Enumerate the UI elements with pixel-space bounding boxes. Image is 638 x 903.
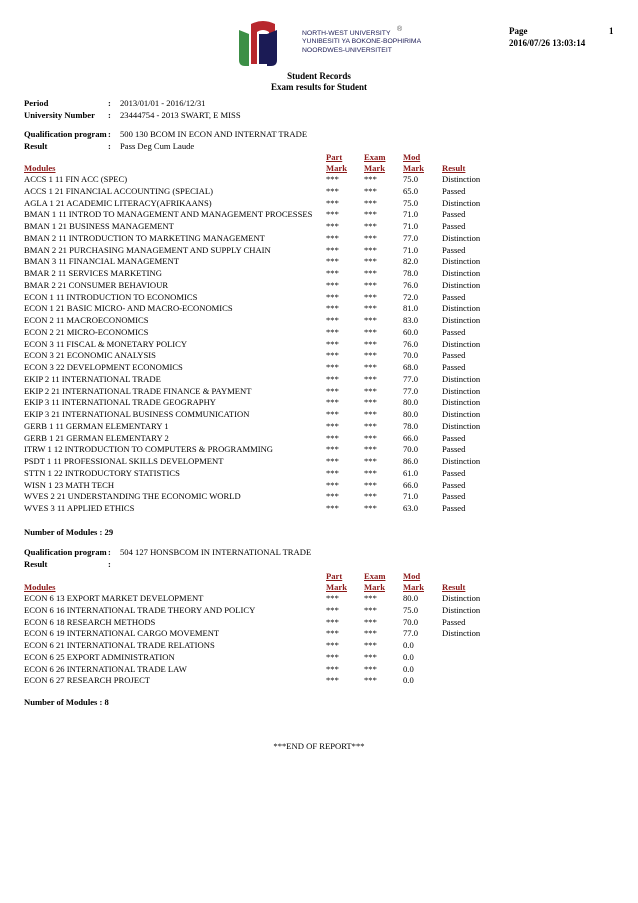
part-mark: *** bbox=[326, 397, 339, 408]
exam-mark: *** bbox=[364, 373, 377, 384]
result-cell: Distinction bbox=[442, 256, 481, 267]
result-colon: : bbox=[108, 559, 111, 569]
mod-mark: 77.0 bbox=[403, 628, 419, 639]
mod-mark: 65.0 bbox=[403, 185, 419, 196]
exam-mark: *** bbox=[364, 268, 377, 278]
exam-mark: *** bbox=[364, 640, 377, 650]
mod-mark: 71.0 bbox=[403, 221, 419, 231]
mod-mark: 0.0 bbox=[403, 651, 414, 662]
header-mod-mark: Mark bbox=[403, 582, 425, 592]
exam-mark: *** bbox=[364, 479, 377, 490]
header-mod: Mod bbox=[403, 152, 421, 162]
exam-mark: *** bbox=[364, 651, 377, 662]
page-label: Page bbox=[509, 26, 528, 36]
result-cell: Distinction bbox=[442, 338, 481, 349]
module-name: ECON 6 19 INTERNATIONAL CARGO MOVEMENT bbox=[24, 628, 220, 639]
university-logo-icon bbox=[233, 20, 293, 68]
part-mark: *** bbox=[326, 315, 339, 325]
university-number-label: University Number bbox=[24, 110, 95, 120]
result-cell: Distinction bbox=[442, 303, 481, 314]
exam-mark: *** bbox=[364, 315, 377, 325]
header-part: Part bbox=[326, 571, 343, 581]
result-cell: Distinction bbox=[442, 409, 481, 419]
report-title: Student Records bbox=[287, 71, 351, 81]
table-row bbox=[24, 280, 624, 292]
module-name: ECON 1 11 INTRODUCTION TO ECONOMICS bbox=[24, 291, 198, 302]
header-exam: Exam bbox=[364, 152, 386, 162]
table-row bbox=[24, 268, 624, 280]
part-mark: *** bbox=[326, 244, 339, 255]
exam-mark: *** bbox=[364, 593, 377, 603]
result-colon: : bbox=[108, 141, 111, 151]
module-name: ECON 6 18 RESEARCH METHODS bbox=[24, 616, 156, 627]
part-mark: *** bbox=[326, 350, 339, 361]
table-row bbox=[24, 292, 624, 304]
end-of-report: ***END OF REPORT*** bbox=[273, 741, 365, 751]
module-name: ECON 6 13 EXPORT MARKET DEVELOPMENT bbox=[24, 593, 204, 603]
module-name: BMAN 1 21 BUSINESS MANAGEMENT bbox=[24, 221, 174, 231]
mod-mark: 76.0 bbox=[403, 338, 419, 349]
page-number: 1 bbox=[609, 26, 614, 36]
mod-mark: 66.0 bbox=[403, 432, 419, 443]
result-cell: Passed bbox=[442, 221, 466, 231]
part-mark: *** bbox=[326, 456, 339, 466]
exam-mark: *** bbox=[364, 420, 377, 431]
table-row bbox=[24, 480, 624, 492]
mod-mark: 86.0 bbox=[403, 456, 419, 466]
university-number-colon: : bbox=[108, 110, 111, 120]
part-mark: *** bbox=[326, 675, 339, 686]
module-name: WISN 1 23 MATH TECH bbox=[24, 479, 115, 490]
report-subtitle: Exam results for Student bbox=[271, 82, 367, 92]
module-count: Number of Modules : 29 bbox=[24, 527, 114, 537]
module-name: GERB 1 21 GERMAN ELEMENTARY 2 bbox=[24, 432, 169, 443]
part-mark: *** bbox=[326, 362, 339, 372]
university-name-af: NOORDWES-UNIVERSITEIT bbox=[302, 46, 392, 54]
module-name: BMAN 3 11 FINANCIAL MANAGEMENT bbox=[24, 256, 180, 267]
exam-mark: *** bbox=[364, 491, 377, 502]
header-result: Result bbox=[442, 163, 466, 173]
mod-mark: 68.0 bbox=[403, 362, 419, 372]
mod-mark: 75.0 bbox=[403, 197, 419, 208]
module-name: EKIP 2 21 INTERNATIONAL TRADE FINANCE & PAYMENT bbox=[24, 385, 252, 396]
module-name: BMAN 2 21 PURCHASING MANAGEMENT AND SUPPLY CHAIN bbox=[24, 244, 271, 255]
exam-mark: *** bbox=[364, 397, 377, 408]
part-mark: *** bbox=[326, 209, 339, 220]
module-name: ECON 2 11 MACROECONOMICS bbox=[24, 315, 149, 325]
mod-mark: 0.0 bbox=[403, 675, 414, 686]
exam-mark: *** bbox=[364, 209, 377, 220]
part-mark: *** bbox=[326, 221, 339, 231]
module-name: ECON 6 27 RESEARCH PROJECT bbox=[24, 675, 151, 686]
result-cell: Passed bbox=[442, 432, 466, 443]
table-row bbox=[24, 209, 624, 221]
mod-mark: 78.0 bbox=[403, 268, 419, 278]
module-name: ECON 3 22 DEVELOPMENT ECONOMICS bbox=[24, 362, 183, 372]
result-cell: Passed bbox=[442, 209, 466, 220]
exam-mark: *** bbox=[364, 221, 377, 231]
table-row bbox=[24, 174, 624, 186]
university-name bbox=[302, 30, 421, 55]
part-mark: *** bbox=[326, 174, 339, 184]
exam-mark: *** bbox=[364, 444, 377, 455]
mod-mark: 71.0 bbox=[403, 244, 419, 255]
exam-mark: *** bbox=[364, 409, 377, 419]
mod-mark: 77.0 bbox=[403, 232, 419, 243]
table-row bbox=[24, 628, 624, 640]
result-cell: Distinction bbox=[442, 174, 481, 184]
university-name-en: NORTH-WEST UNIVERSITY bbox=[302, 30, 391, 37]
part-mark: *** bbox=[326, 432, 339, 443]
table-row bbox=[24, 233, 624, 245]
module-name: ACCS 1 11 FIN ACC (SPEC) bbox=[24, 174, 128, 184]
result-cell: Distinction bbox=[442, 593, 481, 603]
result-cell: Distinction bbox=[442, 604, 481, 615]
period-value: 2013/01/01 - 2016/12/31 bbox=[120, 98, 206, 108]
part-mark: *** bbox=[326, 593, 339, 603]
exam-mark: *** bbox=[364, 291, 377, 302]
result-cell: Passed bbox=[442, 616, 466, 627]
module-name: EKIP 2 11 INTERNATIONAL TRADE bbox=[24, 373, 161, 384]
table-row bbox=[24, 386, 624, 398]
exam-mark: *** bbox=[364, 256, 377, 267]
table-row bbox=[24, 198, 624, 210]
mod-mark: 83.0 bbox=[403, 315, 419, 325]
mod-mark: 75.0 bbox=[403, 604, 419, 615]
result-cell: Distinction bbox=[442, 268, 481, 278]
part-mark: *** bbox=[326, 385, 339, 396]
exam-mark: *** bbox=[364, 503, 377, 513]
table-row bbox=[24, 421, 624, 433]
table-row bbox=[24, 186, 624, 198]
university-number-value: 23444754 - 2013 SWART, E MISS bbox=[120, 110, 241, 120]
part-mark: *** bbox=[326, 303, 339, 314]
module-name: ACCS 1 21 FINANCIAL ACCOUNTING (SPECIAL) bbox=[24, 185, 213, 196]
part-mark: *** bbox=[326, 326, 339, 337]
exam-mark: *** bbox=[364, 303, 377, 314]
result-cell: Distinction bbox=[442, 373, 481, 384]
part-mark: *** bbox=[326, 640, 339, 650]
part-mark: *** bbox=[326, 420, 339, 431]
table-row bbox=[24, 374, 624, 386]
table-row bbox=[24, 640, 624, 652]
report-datetime: 2016/07/26 13:03:14 bbox=[509, 38, 586, 48]
module-count: Number of Modules : 8 bbox=[24, 697, 109, 707]
mod-mark: 76.0 bbox=[403, 279, 419, 290]
result-cell: Passed bbox=[442, 326, 466, 337]
table-row bbox=[24, 315, 624, 327]
qualification-colon: : bbox=[108, 547, 111, 557]
result-label: Result bbox=[24, 559, 48, 569]
table-row bbox=[24, 303, 624, 315]
header-exam-mark: Mark bbox=[364, 582, 386, 592]
mod-mark: 80.0 bbox=[403, 397, 419, 408]
exam-mark: *** bbox=[364, 628, 377, 639]
part-mark: *** bbox=[326, 409, 339, 419]
mod-mark: 78.0 bbox=[403, 420, 419, 431]
mod-mark: 60.0 bbox=[403, 326, 419, 337]
part-mark: *** bbox=[326, 232, 339, 243]
university-name-tn: YUNIBESITI YA BOKONE-BOPHIRIMA bbox=[302, 38, 422, 46]
result-cell: Passed bbox=[442, 444, 466, 455]
part-mark: *** bbox=[326, 256, 339, 267]
exam-mark: *** bbox=[364, 456, 377, 466]
mod-mark: 70.0 bbox=[403, 616, 419, 627]
result-cell: Passed bbox=[442, 291, 466, 302]
header-part-mark: Mark bbox=[326, 582, 348, 592]
part-mark: *** bbox=[326, 291, 339, 302]
table-row bbox=[24, 409, 624, 421]
qualification-value: 500 130 BCOM IN ECON AND INTERNAT TRADE bbox=[120, 129, 308, 139]
table-row bbox=[24, 468, 624, 480]
table-row bbox=[24, 503, 624, 515]
module-name: EKIP 3 11 INTERNATIONAL TRADE GEOGRAPHY bbox=[24, 397, 216, 408]
mod-mark: 0.0 bbox=[403, 640, 414, 650]
part-mark: *** bbox=[326, 444, 339, 455]
module-name: BMAN 2 11 INTRODUCTION TO MARKETING MANAGEMENT bbox=[24, 232, 265, 243]
module-name: WVES 2 21 UNDERSTANDING THE ECONOMIC WORLD bbox=[24, 491, 241, 502]
module-name: BMAN 1 11 INTROD TO MANAGEMENT AND MANAGEMENT PROCESSES bbox=[24, 209, 313, 220]
part-mark: *** bbox=[326, 628, 339, 639]
result-cell: Passed bbox=[442, 244, 466, 255]
qualification-value: 504 127 HONSBCOM IN INTERNATIONAL TRADE bbox=[120, 547, 312, 557]
part-mark: *** bbox=[326, 651, 339, 662]
table-row bbox=[24, 652, 624, 664]
mod-mark: 80.0 bbox=[403, 593, 419, 603]
module-name: ECON 1 21 BASIC MICRO- AND MACRO-ECONOMICS bbox=[24, 303, 233, 314]
header-mod-mark: Mark bbox=[403, 163, 425, 173]
table-row bbox=[24, 456, 624, 468]
result-cell: Passed bbox=[442, 185, 466, 196]
table-row bbox=[24, 350, 624, 362]
part-mark: *** bbox=[326, 197, 339, 208]
part-mark: *** bbox=[326, 279, 339, 290]
qualification-label: Qualification program bbox=[24, 547, 107, 557]
header-mod: Mod bbox=[403, 571, 421, 581]
mod-mark: 0.0 bbox=[403, 663, 414, 674]
part-mark: *** bbox=[326, 373, 339, 384]
mod-mark: 71.0 bbox=[403, 491, 419, 502]
part-mark: *** bbox=[326, 467, 339, 478]
result-cell: Distinction bbox=[442, 420, 481, 431]
exam-mark: *** bbox=[364, 675, 377, 686]
mod-mark: 77.0 bbox=[403, 373, 419, 384]
exam-mark: *** bbox=[364, 362, 377, 372]
part-mark: *** bbox=[326, 479, 339, 490]
result-cell: Passed bbox=[442, 491, 466, 502]
result-label: Result bbox=[24, 141, 48, 151]
registered-mark: ® bbox=[397, 26, 403, 33]
mod-mark: 82.0 bbox=[403, 256, 419, 267]
exam-mark: *** bbox=[364, 467, 377, 478]
result-cell: Distinction bbox=[442, 385, 481, 396]
mod-mark: 77.0 bbox=[403, 385, 419, 396]
table-row bbox=[24, 327, 624, 339]
period-label: Period bbox=[24, 98, 49, 108]
result-cell: Passed bbox=[442, 467, 466, 478]
result-cell: Distinction bbox=[442, 279, 481, 290]
table-row bbox=[24, 664, 624, 676]
table-row bbox=[24, 433, 624, 445]
mod-mark: 72.0 bbox=[403, 291, 419, 302]
exam-mark: *** bbox=[364, 604, 377, 615]
qualification-colon: : bbox=[108, 129, 111, 139]
exam-mark: *** bbox=[364, 197, 377, 208]
table-row bbox=[24, 593, 624, 605]
module-name: BMAR 2 21 CONSUMER BEHAVIOUR bbox=[24, 279, 169, 290]
part-mark: *** bbox=[326, 604, 339, 615]
part-mark: *** bbox=[326, 503, 339, 513]
exam-mark: *** bbox=[364, 385, 377, 396]
header-part-mark: Mark bbox=[326, 163, 348, 173]
mod-mark: 63.0 bbox=[403, 503, 419, 513]
table-row bbox=[24, 444, 624, 456]
module-name: EKIP 3 21 INTERNATIONAL BUSINESS COMMUNICATION bbox=[24, 409, 250, 419]
result-cell: Distinction bbox=[442, 397, 481, 408]
mod-mark: 70.0 bbox=[403, 444, 419, 455]
table-row bbox=[24, 617, 624, 629]
result-cell: Distinction bbox=[442, 456, 481, 466]
exam-mark: *** bbox=[364, 185, 377, 196]
part-mark: *** bbox=[326, 663, 339, 674]
module-name: ECON 3 21 ECONOMIC ANALYSIS bbox=[24, 350, 156, 361]
exam-mark: *** bbox=[364, 350, 377, 361]
module-name: ECON 6 21 INTERNATIONAL TRADE RELATIONS bbox=[24, 640, 215, 650]
exam-mark: *** bbox=[364, 244, 377, 255]
table-row bbox=[24, 256, 624, 268]
header-modules: Modules bbox=[24, 582, 56, 592]
result-value: Pass Deg Cum Laude bbox=[120, 141, 195, 151]
module-name: ECON 6 16 INTERNATIONAL TRADE THEORY AND POLICY bbox=[24, 604, 256, 615]
module-name: ECON 6 25 EXPORT ADMINISTRATION bbox=[24, 651, 175, 662]
mod-mark: 81.0 bbox=[403, 303, 419, 314]
module-name: ECON 2 21 MICRO-ECONOMICS bbox=[24, 326, 149, 337]
exam-mark: *** bbox=[364, 174, 377, 184]
exam-mark: *** bbox=[364, 232, 377, 243]
header-exam-mark: Mark bbox=[364, 163, 386, 173]
part-mark: *** bbox=[326, 491, 339, 502]
part-mark: *** bbox=[326, 185, 339, 196]
exam-mark: *** bbox=[364, 279, 377, 290]
table-row bbox=[24, 362, 624, 374]
qualification-label: Qualification program bbox=[24, 129, 107, 139]
header-part: Part bbox=[326, 152, 343, 162]
table-row bbox=[24, 245, 624, 257]
table-row bbox=[24, 675, 624, 687]
module-name: STTN 1 22 INTRODUCTORY STATISTICS bbox=[24, 467, 180, 478]
module-name: WVES 3 11 APPLIED ETHICS bbox=[24, 503, 135, 513]
exam-mark: *** bbox=[364, 326, 377, 337]
exam-mark: *** bbox=[364, 663, 377, 674]
table-row bbox=[24, 397, 624, 409]
part-mark: *** bbox=[326, 616, 339, 627]
result-cell: Distinction bbox=[442, 628, 481, 639]
header-result: Result bbox=[442, 582, 466, 592]
result-cell: Distinction bbox=[442, 232, 481, 243]
module-name: ITRW 1 12 INTRODUCTION TO COMPUTERS & PROGRAMMING bbox=[24, 444, 273, 455]
header-exam: Exam bbox=[364, 571, 386, 581]
module-name: AGLA 1 21 ACADEMIC LITERACY(AFRIKAANS) bbox=[24, 197, 212, 208]
table-row bbox=[24, 339, 624, 351]
table-row bbox=[24, 491, 624, 503]
mod-mark: 80.0 bbox=[403, 409, 419, 419]
table-row bbox=[24, 221, 624, 233]
part-mark: *** bbox=[326, 338, 339, 349]
exam-mark: *** bbox=[364, 616, 377, 627]
mod-mark: 75.0 bbox=[403, 174, 419, 184]
header-modules: Modules bbox=[24, 163, 56, 173]
mod-mark: 71.0 bbox=[403, 209, 419, 220]
module-name: ECON 6 26 INTERNATIONAL TRADE LAW bbox=[24, 663, 187, 674]
result-cell: Distinction bbox=[442, 197, 481, 208]
module-name: ECON 3 11 FISCAL & MONETARY POLICY bbox=[24, 338, 188, 349]
module-name: PSDT 1 11 PROFESSIONAL SKILLS DEVELOPMENT bbox=[24, 456, 224, 466]
mod-mark: 61.0 bbox=[403, 467, 419, 478]
result-cell: Passed bbox=[442, 350, 466, 361]
exam-mark: *** bbox=[364, 432, 377, 443]
period-colon: : bbox=[108, 98, 111, 108]
result-cell: Passed bbox=[442, 362, 466, 372]
exam-mark: *** bbox=[364, 338, 377, 349]
mod-mark: 66.0 bbox=[403, 479, 419, 490]
module-name: BMAR 2 11 SERVICES MARKETING bbox=[24, 268, 162, 278]
result-cell: Passed bbox=[442, 503, 466, 513]
module-name: GERB 1 11 GERMAN ELEMENTARY 1 bbox=[24, 420, 169, 431]
result-cell: Passed bbox=[442, 479, 466, 490]
mod-mark: 70.0 bbox=[403, 350, 419, 361]
part-mark: *** bbox=[326, 268, 339, 278]
table-row bbox=[24, 605, 624, 617]
result-cell: Distinction bbox=[442, 315, 481, 325]
